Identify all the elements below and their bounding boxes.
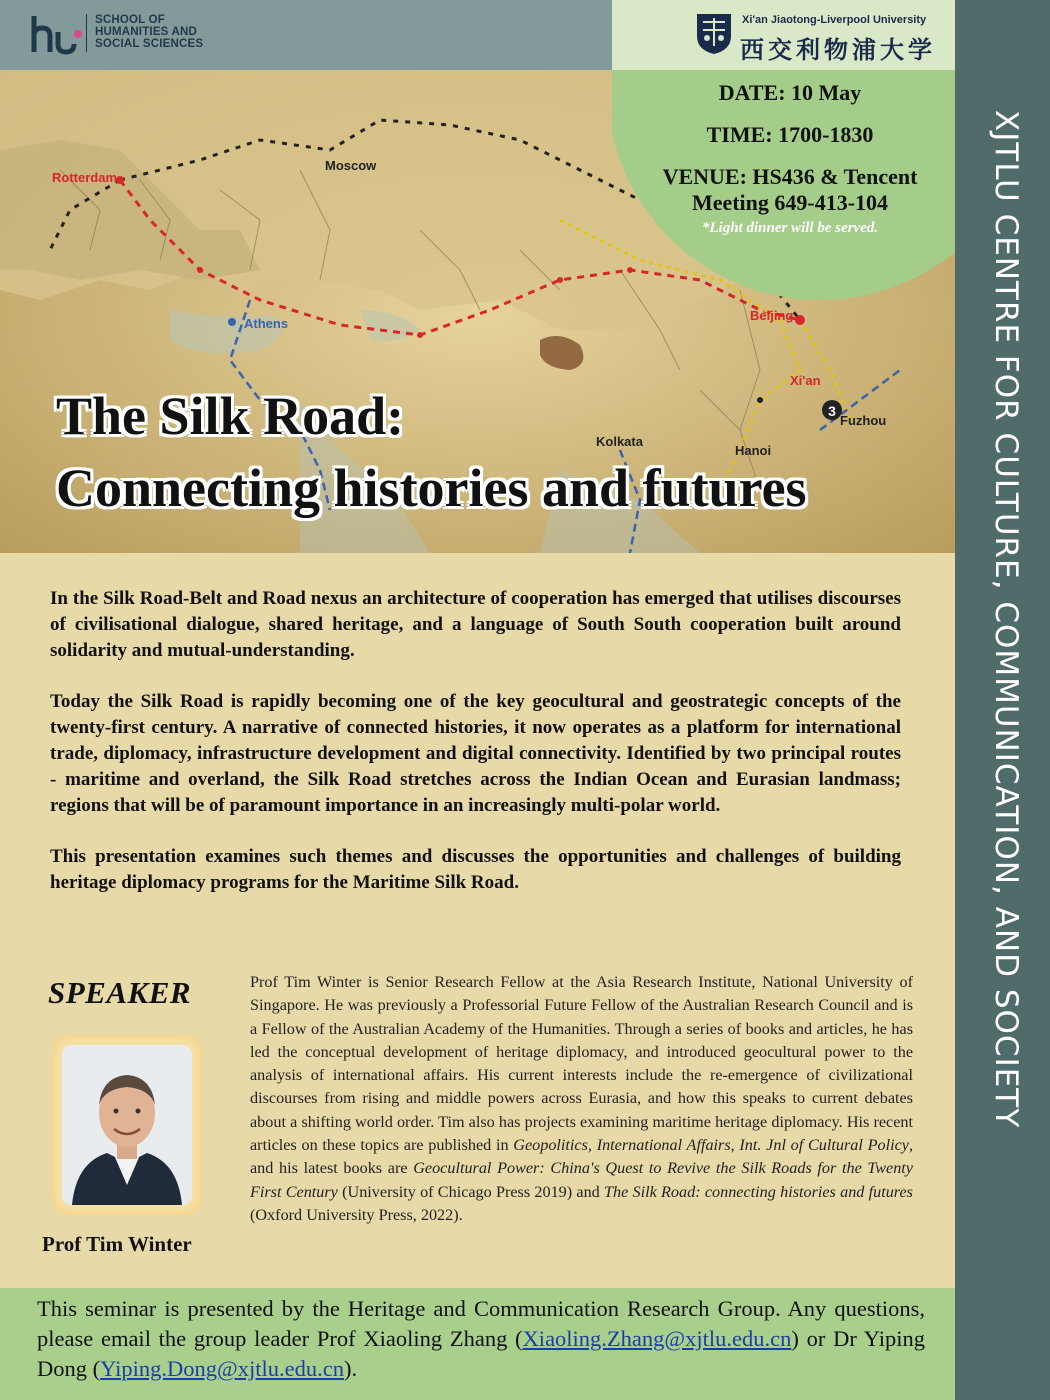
abstract-paragraph-3: This presentation examines such themes and discusses the opportunities and challenges of building heritage diplomacy programs for the Maritime Silk Road.	[50, 846, 901, 893]
university-crest-icon	[695, 12, 733, 56]
page-title	[56, 380, 807, 524]
map-label-moscow: Moscow	[325, 158, 377, 173]
map-label-fuzhou: Fuzhou	[840, 413, 887, 428]
abstract-paragraph-1: In the Silk Road-Belt and Road nexus an architecture of cooperation has emerged that utilises discourses of civilisational dialogue, shared heritage, and a language of South South cooperation built around solidarity and mutual-understanding.	[50, 588, 901, 661]
school-logo-icon	[28, 12, 88, 56]
school-line-3: SOCIAL SCIENCES	[95, 38, 204, 50]
event-time: TIME: 1700-1830	[706, 122, 874, 147]
event-venue	[640, 164, 940, 216]
map-number-marker: 3	[828, 403, 836, 419]
map-label-beijing: Beijing	[750, 308, 794, 323]
bio-text-2: , and his latest books are	[250, 1136, 913, 1178]
footer-text-2: ) or Dr Yiping Dong (	[37, 1326, 925, 1381]
event-info	[640, 80, 940, 237]
speaker-name: Prof Tim Winter	[42, 1232, 192, 1256]
bio-book-1: Geocultural Power: China's Quest to Revive the Silk Roads for the Twenty First Century	[250, 1159, 913, 1201]
athens-marker	[228, 318, 236, 326]
footer-contact	[37, 1294, 925, 1384]
email-link-zhang[interactable]: Xiaoling.Zhang@xjtlu.edu.cn	[522, 1326, 792, 1351]
university-name-cn: 西交利物浦大学	[740, 35, 936, 64]
event-date: DATE: 10 May	[718, 80, 862, 105]
event-venue-line-2: Meeting 649-413-104	[691, 190, 889, 215]
map-label-xian: Xi'an	[790, 373, 821, 388]
bio-journals: Geopolitics, International Affairs, Int. Jnl of Cultural Policy	[513, 1136, 909, 1155]
abstract-paragraph-2: Today the Silk Road is rapidly becoming one of the key geocultural and geostrategic concepts of the twenty-first century. A narrative of connected histories, it now operates as a platform for international trade, diplomacy, infrastructure development and digital connectivity. Identified by two principal routes - maritime and overland, the Silk Road stretches across the Indian Ocean and Eurasian landmass; regions that will be of paramount importance in an increasingly multi-polar world.	[50, 691, 901, 816]
bio-text-3: (University of Chicago Press 2019) and	[337, 1182, 605, 1201]
speaker-bio	[250, 971, 913, 1227]
speaker-heading: SPEAKER	[48, 975, 192, 1010]
footer-text-3: ).	[343, 1356, 358, 1381]
bio-text-1: Prof Tim Winter is Senior Research Fellow at the Asia Research Institute, National University of Singapore. He was previously a Professorial Future Fellow of the Australian Research Council and is a Fellow of the Australian Academy of the Humanities. Through a series of books and articles, he has led the conceptual development of heritage diplomacy, and introduced geocultural power to the analysis of international affairs. His current interests include the re-emergence of civilizational discourses from rising and middle powers across Eurasia, and how this speaks to current debates about a shifting world order. Tim also has projects examining maritime heritage diplomacy. His recent articles on these topics are published in	[250, 973, 913, 1155]
speaker-portrait-icon	[62, 1045, 192, 1205]
map-label-hanoi: Hanoi	[735, 443, 772, 458]
email-link-dong[interactable]: Yiping.Dong@xjtlu.edu.cn	[100, 1356, 344, 1381]
centre-name-vertical: XJTLU CENTRE FOR CULTURE, COMMUNICATION, AND SOCIETY	[988, 110, 1024, 1129]
dinner-note: *Light dinner will be served.	[701, 220, 879, 236]
logo-divider	[86, 14, 87, 52]
map-label-rotterdam: Rotterdam	[52, 170, 118, 185]
event-venue-line-1: VENUE: HS436 & Tencent	[662, 164, 918, 189]
school-line-2: HUMANITIES AND	[95, 26, 198, 38]
map-label-athens: Athens	[244, 316, 289, 331]
beijing-marker	[795, 315, 805, 325]
bio-book-2: The Silk Road: connecting histories and futures	[604, 1182, 913, 1201]
abstract	[50, 586, 901, 921]
title-line-2: Connecting histories and futures	[56, 458, 807, 518]
speaker-photo	[62, 1045, 192, 1205]
bio-text-4: (Oxford University Press, 2022).	[250, 1205, 463, 1224]
school-name	[95, 14, 203, 50]
school-line-1: SCHOOL OF	[95, 14, 165, 26]
map-label-kolkata: Kolkata	[596, 434, 643, 449]
university-name-en: Xi'an Jiaotong-Liverpool University	[742, 14, 927, 26]
footer-text-1: This seminar is presented by the Heritage and Communication Research Group. Any questions, please email the group leader Prof Xiaoling Zhang (	[37, 1296, 925, 1351]
title-line-1: The Silk Road:	[56, 386, 405, 446]
